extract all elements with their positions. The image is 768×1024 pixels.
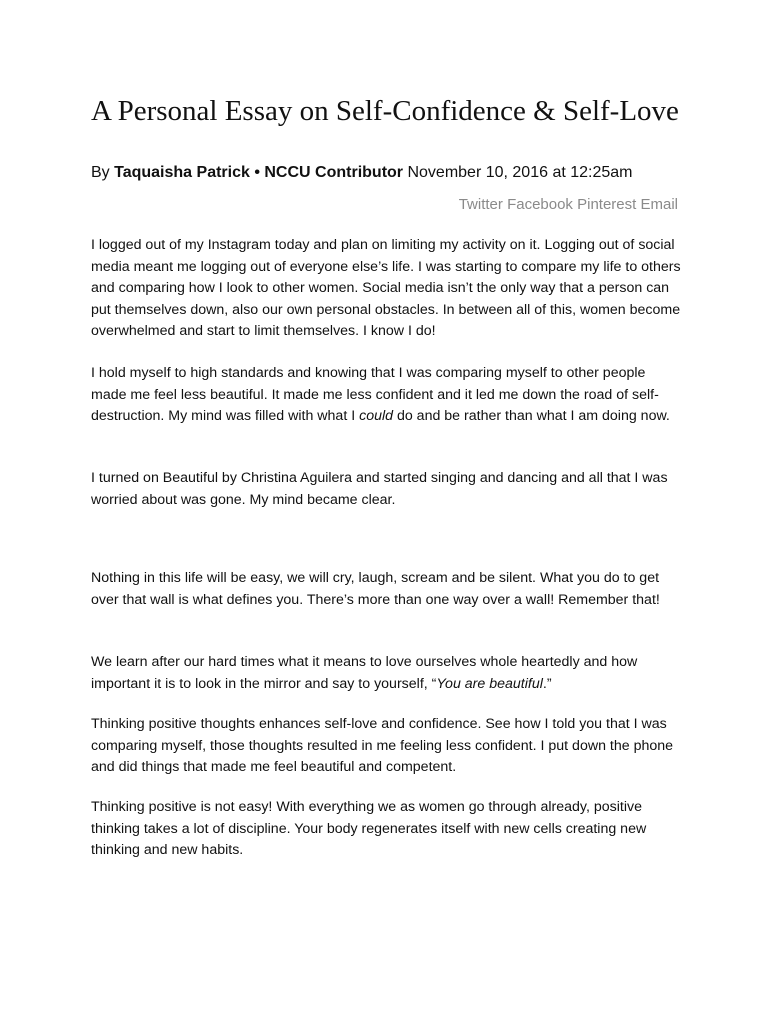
share-email-link[interactable]: Email xyxy=(640,196,678,213)
byline xyxy=(91,162,731,184)
share-twitter-link[interactable]: Twitter xyxy=(458,196,503,213)
paragraph-2-text-start: I hold myself to high standards and knowing that I was comparing myself to other people made me feel less beautiful. It made me less confident and it led me down the road of self-destruction. My mind was filled with what I xyxy=(91,365,659,425)
paragraph-3: I turned on Beautiful by Christina Aguilera and started singing and dancing and all that I was worried about was gone. My mind became clear. xyxy=(91,470,668,508)
byline-date: November 10, 2016 at 12:25am xyxy=(407,164,633,181)
paragraph-2-emphasis: could xyxy=(359,408,394,425)
paragraph-2-text-end: do and be rather than what I am doing now. xyxy=(393,408,670,425)
byline-author: Taquaisha Patrick • NCCU Contributor xyxy=(114,164,404,181)
paragraph-5-text-end: .” xyxy=(542,675,552,692)
paragraph-5-emphasis: You are beautiful xyxy=(436,675,543,692)
paragraph-6: Thinking positive thoughts enhances self-love and confidence. See how I told you that I was comparing myself, those thoughts resulted in me feeling less confident. I put down the phone and did things that made me feel beautiful and competent. xyxy=(91,716,674,776)
paragraph-5 xyxy=(91,652,681,695)
paragraph-2 xyxy=(91,363,681,428)
byline-prefix: By xyxy=(91,164,110,181)
paragraph-1: I logged out of my Instagram today and plan on limiting my activity on it. Logging out of social media meant me logging out of everyone else’s life. I was starting to compare my life to others and comparing how I look to other women. Social media isn’t the only way that a person can put themselves down, also our own personal obstacles. In between all of this, women become overwhelmed and start to limit themselves. I know I do! xyxy=(91,237,681,340)
paragraph-7: Thinking positive is not easy! With everything we as women go through already, positive thinking takes a lot of discipline. Your body regenerates itself with new cells creating new thinking and new habits. xyxy=(91,799,647,859)
paragraph-5-text-start: We learn after our hard times what it means to love ourselves whole heartedly and how important it is to look in the mirror and say to yourself, “ xyxy=(91,654,638,692)
paragraph-4: Nothing in this life will be easy, we will cry, laugh, scream and be silent. What you do to get over that wall is what defines you. There’s more than one way over a wall! Remember that! xyxy=(91,570,660,608)
share-facebook-link[interactable]: Facebook xyxy=(507,196,573,213)
article-title: A Personal Essay on Self-Confidence & Self-Love xyxy=(91,95,679,127)
share-pinterest-link[interactable]: Pinterest xyxy=(577,196,637,213)
share-links xyxy=(459,195,678,215)
